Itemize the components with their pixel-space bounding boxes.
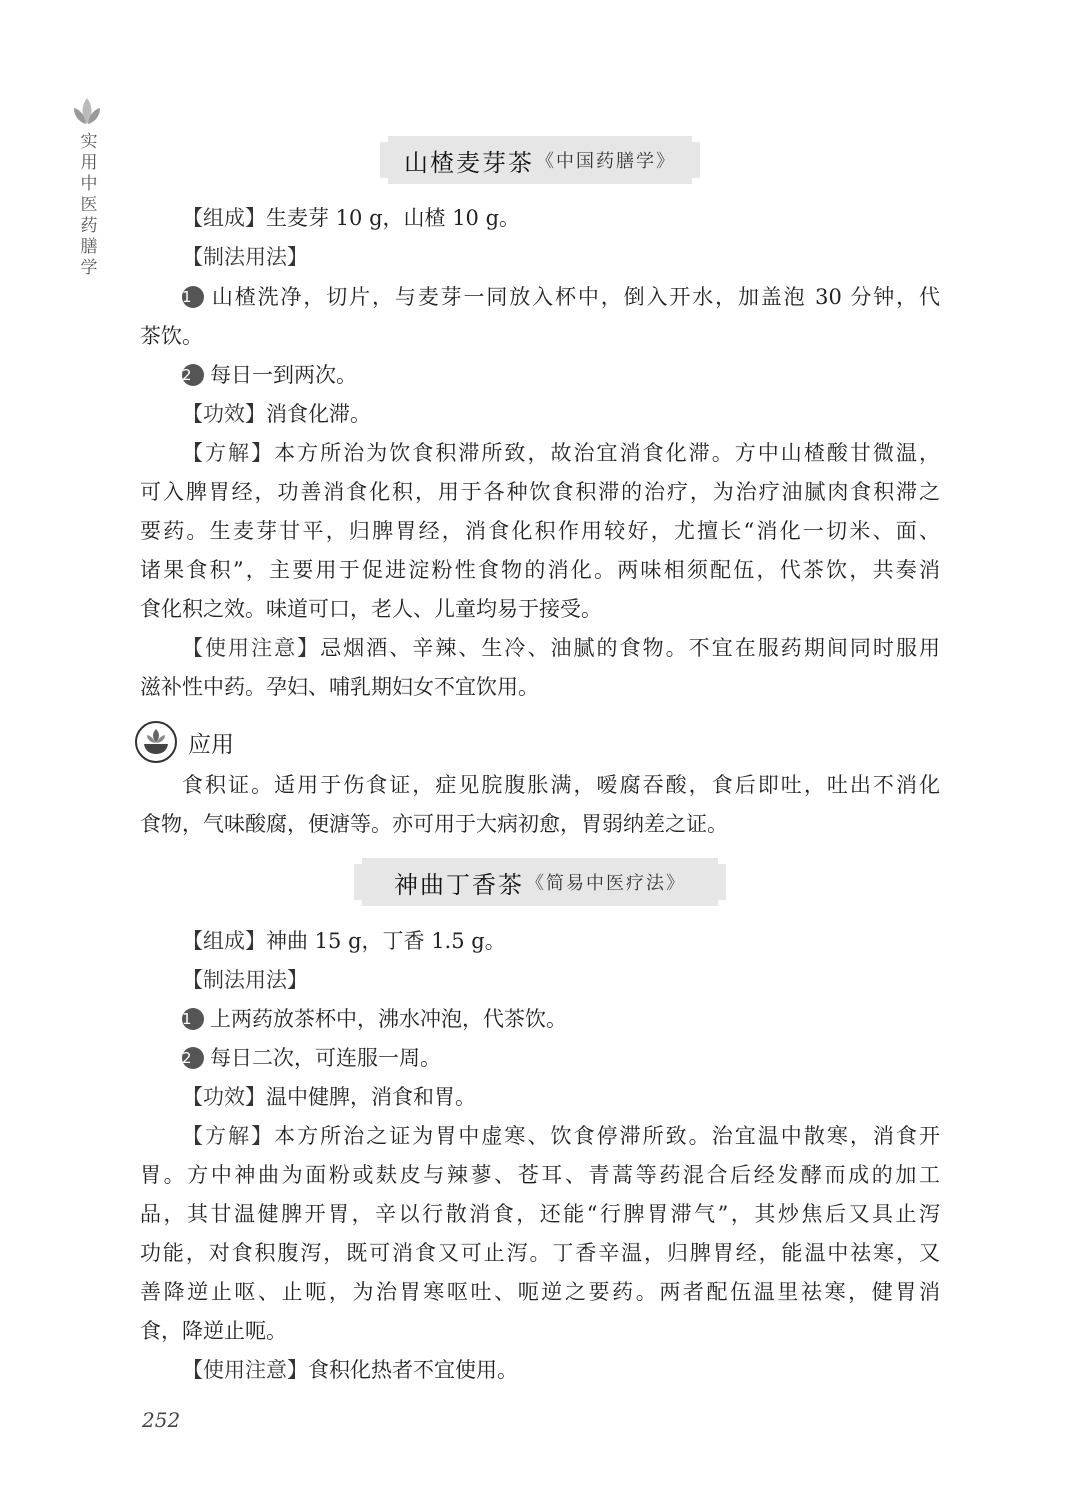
recipe1-caution: 【使用注意】忌烟酒、辛辣、生冷、油腻的食物。不宜在服药期间同时服用 xyxy=(182,636,940,660)
recipe1-analysis-line: 诸果食积”，主要用于促进淀粉性食物的消化。两味相须配伍，代茶饮，共奏消 xyxy=(140,558,940,582)
recipe1-title: 山楂麦芽茶 xyxy=(404,148,534,177)
herb-bowl-icon xyxy=(134,720,178,764)
application-text-line: 食物，气味酸腐，便溏等。亦可用于大病初愈，胃弱纳差之证。 xyxy=(140,812,728,836)
book-title: 实用中医药膳学 xyxy=(76,132,97,279)
step-number-badge: 1 xyxy=(182,1008,204,1030)
recipe1-source: 《中国药膳学》 xyxy=(536,151,676,172)
application-heading xyxy=(134,720,234,764)
recipe1-effect: 【功效】消食化滞。 xyxy=(182,402,371,426)
recipe2-analysis: 【方解】本方所治之证为胃中虚寒、饮食停滞所致。治宜温中散寒，消食开 xyxy=(182,1124,940,1148)
recipe1-composition: 【组成】生麦芽 10 g，山楂 10 g。 xyxy=(182,206,521,230)
recipe1-analysis-line: 可入脾胃经，功善消食化积，用于各种饮食积滞的治疗，为治疗油腻肉食积滞之 xyxy=(140,480,940,504)
recipe1-analysis-line: 要药。生麦芽甘平，归脾胃经，消食化积作用较好，尤擅长“消化一切米、面、 xyxy=(140,519,940,543)
recipe2-analysis-line: 品，其甘温健脾开胃，辛以行散消食，还能“行脾胃滞气”，其炒焦后又具止泻 xyxy=(140,1202,940,1226)
recipe2-analysis-line: 胃。方中神曲为面粉或麸皮与辣蓼、苍耳、青蒿等药混合后经发酵而成的加工 xyxy=(140,1163,940,1187)
recipe1-analysis: 【方解】本方所治为饮食积滞所致，故治宜消食化滞。方中山楂酸甘微温， xyxy=(182,441,940,465)
recipe1-method-heading: 【制法用法】 xyxy=(182,245,308,269)
page-number: 252 xyxy=(142,1408,181,1432)
running-title xyxy=(70,96,104,279)
step-number-badge: 1 xyxy=(182,286,204,308)
recipe1-caution-line: 滋补性中药。孕妇、哺乳期妇女不宜饮用。 xyxy=(140,675,539,699)
recipe1-step1: 1 山楂洗净，切片，与麦芽一同放入杯中，倒入开水，加盖泡 30 分钟，代 xyxy=(182,285,940,309)
recipe2-composition: 【组成】神曲 15 g，丁香 1.5 g。 xyxy=(182,929,506,953)
recipe2-source: 《简易中医疗法》 xyxy=(526,873,686,894)
recipe2-effect: 【功效】温中健脾，消食和胃。 xyxy=(182,1085,476,1109)
application-text: 食积证。适用于伤食证，症见脘腹胀满，嗳腐吞酸，食后即吐，吐出不消化 xyxy=(182,773,940,797)
recipe2-analysis-line: 功能，对食积腹泻，既可消食又可止泻。丁香辛温，归脾胃经，能温中祛寒，又 xyxy=(140,1241,940,1265)
recipe2-title-banner xyxy=(362,858,718,906)
recipe2-method-heading: 【制法用法】 xyxy=(182,968,308,992)
application-label: 应用 xyxy=(188,731,234,758)
step-number-badge: 2 xyxy=(182,1047,204,1069)
recipe2-analysis-line: 食，降逆止呃。 xyxy=(140,1319,287,1343)
recipe2-analysis-line: 善降逆止呕、止呃，为治胃寒呕吐、呃逆之要药。两者配伍温里祛寒，健胃消 xyxy=(140,1280,940,1304)
leaf-icon xyxy=(73,96,101,126)
recipe1-step2: 2 每日一到两次。 xyxy=(182,363,357,387)
recipe1-analysis-line: 食化积之效。味道可口，老人、儿童均易于接受。 xyxy=(140,597,602,621)
recipe1-title-banner xyxy=(388,136,692,184)
recipe2-caution: 【使用注意】食积化热者不宜使用。 xyxy=(182,1358,518,1382)
recipe2-title: 神曲丁香茶 xyxy=(394,870,524,899)
recipe2-step1: 1 上两药放茶杯中，沸水冲泡，代茶饮。 xyxy=(182,1007,567,1031)
recipe2-step2: 2 每日二次，可连服一周。 xyxy=(182,1046,441,1070)
recipe1-step1-cont: 茶饮。 xyxy=(140,324,203,348)
step-number-badge: 2 xyxy=(182,364,204,386)
